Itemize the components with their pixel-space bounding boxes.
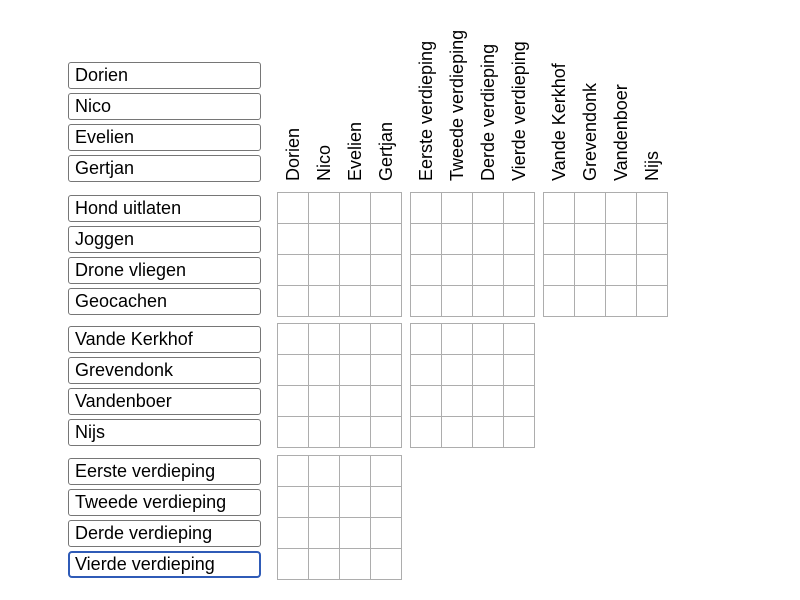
row-label-input-eerste-verdieping[interactable] — [68, 458, 261, 485]
grid-cell-activities-x-surnames-r2c3[interactable] — [637, 255, 668, 286]
grid-cell-activities-x-floors-r2c1[interactable] — [442, 255, 473, 286]
grid-cell-surnames-x-floors-r1c1[interactable] — [442, 355, 473, 386]
grid-cell-activities-x-names-r2c1[interactable] — [309, 255, 340, 286]
grid-cell-activities-x-surnames-r2c2[interactable] — [606, 255, 637, 286]
grid-cell-activities-x-names-r0c0[interactable] — [278, 193, 309, 224]
grid-cell-surnames-x-floors-r0c1[interactable] — [442, 324, 473, 355]
grid-cell-floors-x-names-r2c1[interactable] — [309, 518, 340, 549]
grid-cell-activities-x-surnames-r1c0[interactable] — [544, 224, 575, 255]
grid-cell-surnames-x-floors-r0c0[interactable] — [411, 324, 442, 355]
grid-cell-activities-x-names-r2c2[interactable] — [340, 255, 371, 286]
grid-cell-surnames-x-floors-r0c3[interactable] — [504, 324, 535, 355]
grid-cell-surnames-x-floors-r3c2[interactable] — [473, 417, 504, 448]
grid-cell-activities-x-floors-r2c3[interactable] — [504, 255, 535, 286]
grid-cell-activities-x-surnames-r1c2[interactable] — [606, 224, 637, 255]
grid-cell-surnames-x-floors-r3c1[interactable] — [442, 417, 473, 448]
grid-cell-floors-x-names-r1c3[interactable] — [371, 487, 402, 518]
grid-cell-surnames-x-names-r3c1[interactable] — [309, 417, 340, 448]
grid-cell-floors-x-names-r2c3[interactable] — [371, 518, 402, 549]
grid-cell-floors-x-names-r1c1[interactable] — [309, 487, 340, 518]
grid-cell-surnames-x-names-r1c2[interactable] — [340, 355, 371, 386]
grid-cell-activities-x-floors-r1c1[interactable] — [442, 224, 473, 255]
grid-cell-surnames-x-names-r0c1[interactable] — [309, 324, 340, 355]
grid-cell-activities-x-names-r2c3[interactable] — [371, 255, 402, 286]
grid-cell-activities-x-surnames-r1c1[interactable] — [575, 224, 606, 255]
grid-cell-activities-x-names-r3c3[interactable] — [371, 286, 402, 317]
col-header-tweede-verdieping: Tweede verdieping — [446, 29, 467, 181]
grid-cell-activities-x-surnames-r0c1[interactable] — [575, 193, 606, 224]
grid-cell-floors-x-names-r3c0[interactable] — [278, 549, 309, 580]
grid-cell-surnames-x-names-r1c3[interactable] — [371, 355, 402, 386]
grid-cell-activities-x-surnames-r3c1[interactable] — [575, 286, 606, 317]
grid-cell-activities-x-surnames-r3c2[interactable] — [606, 286, 637, 317]
grid-cell-surnames-x-floors-r0c2[interactable] — [473, 324, 504, 355]
grid-cell-floors-x-names-r1c0[interactable] — [278, 487, 309, 518]
col-header-nijs: Nijs — [641, 151, 662, 181]
grid-cell-surnames-x-floors-r3c0[interactable] — [411, 417, 442, 448]
grid-cell-surnames-x-names-r0c3[interactable] — [371, 324, 402, 355]
grid-cell-surnames-x-names-r3c2[interactable] — [340, 417, 371, 448]
grid-cell-activities-x-names-r1c3[interactable] — [371, 224, 402, 255]
grid-cell-activities-x-names-r1c0[interactable] — [278, 224, 309, 255]
grid-cell-activities-x-names-r1c1[interactable] — [309, 224, 340, 255]
grid-cell-floors-x-names-r2c0[interactable] — [278, 518, 309, 549]
grid-cell-activities-x-floors-r1c0[interactable] — [411, 224, 442, 255]
grid-cell-activities-x-floors-r2c2[interactable] — [473, 255, 504, 286]
grid-cell-activities-x-floors-r1c3[interactable] — [504, 224, 535, 255]
col-header-grevendonk: Grevendonk — [579, 82, 600, 181]
grid-cell-activities-x-names-r3c2[interactable] — [340, 286, 371, 317]
grid-cell-activities-x-surnames-r2c1[interactable] — [575, 255, 606, 286]
grid-cell-floors-x-names-r3c3[interactable] — [371, 549, 402, 580]
grid-cell-activities-x-surnames-r3c0[interactable] — [544, 286, 575, 317]
grid-activities-x-surnames — [543, 192, 668, 317]
grid-cell-activities-x-names-r1c2[interactable] — [340, 224, 371, 255]
grid-cell-surnames-x-names-r1c0[interactable] — [278, 355, 309, 386]
grid-cell-surnames-x-floors-r1c0[interactable] — [411, 355, 442, 386]
grid-floors-x-names — [277, 455, 402, 580]
col-header-vierde-verdieping: Vierde verdieping — [508, 41, 529, 181]
row-label-input-vande-kerkhof[interactable] — [68, 326, 261, 353]
grid-cell-activities-x-surnames-r0c3[interactable] — [637, 193, 668, 224]
grid-cell-surnames-x-names-r2c0[interactable] — [278, 386, 309, 417]
grid-cell-surnames-x-names-r2c2[interactable] — [340, 386, 371, 417]
grid-cell-activities-x-floors-r2c0[interactable] — [411, 255, 442, 286]
grid-cell-surnames-x-floors-r2c1[interactable] — [442, 386, 473, 417]
grid-cell-surnames-x-floors-r1c2[interactable] — [473, 355, 504, 386]
grid-cell-activities-x-floors-r1c2[interactable] — [473, 224, 504, 255]
grid-cell-activities-x-floors-r3c3[interactable] — [504, 286, 535, 317]
row-label-input-grevendonk[interactable] — [68, 357, 261, 384]
row-label-input-vandenboer[interactable] — [68, 388, 261, 415]
grid-cell-activities-x-surnames-r1c3[interactable] — [637, 224, 668, 255]
grid-cell-floors-x-names-r2c2[interactable] — [340, 518, 371, 549]
grid-cell-floors-x-names-r3c2[interactable] — [340, 549, 371, 580]
grid-activities-x-names — [277, 192, 402, 317]
grid-cell-activities-x-floors-r0c0[interactable] — [411, 193, 442, 224]
grid-cell-activities-x-floors-r0c3[interactable] — [504, 193, 535, 224]
grid-cell-activities-x-surnames-r0c2[interactable] — [606, 193, 637, 224]
grid-cell-floors-x-names-r0c3[interactable] — [371, 456, 402, 487]
grid-cell-activities-x-names-r0c2[interactable] — [340, 193, 371, 224]
grid-cell-surnames-x-names-r2c1[interactable] — [309, 386, 340, 417]
grid-cell-activities-x-floors-r3c2[interactable] — [473, 286, 504, 317]
grid-surnames-x-names — [277, 323, 402, 448]
grid-cell-surnames-x-names-r0c2[interactable] — [340, 324, 371, 355]
grid-cell-activities-x-floors-r0c2[interactable] — [473, 193, 504, 224]
row-label-input-nico[interactable] — [68, 93, 261, 120]
grid-cell-activities-x-names-r3c1[interactable] — [309, 286, 340, 317]
grid-activities-x-floors — [410, 192, 535, 317]
row-label-input-vierde-verdieping[interactable] — [68, 551, 261, 578]
grid-cell-activities-x-floors-r3c0[interactable] — [411, 286, 442, 317]
grid-cell-activities-x-names-r2c0[interactable] — [278, 255, 309, 286]
row-label-input-gertjan[interactable] — [68, 155, 261, 182]
grid-cell-surnames-x-floors-r3c3[interactable] — [504, 417, 535, 448]
row-label-input-drone-vliegen[interactable] — [68, 257, 261, 284]
grid-cell-activities-x-floors-r3c1[interactable] — [442, 286, 473, 317]
grid-cell-floors-x-names-r0c0[interactable] — [278, 456, 309, 487]
grid-cell-activities-x-surnames-r2c0[interactable] — [544, 255, 575, 286]
grid-cell-surnames-x-floors-r2c0[interactable] — [411, 386, 442, 417]
col-header-dorien: Dorien — [282, 127, 303, 181]
grid-cell-surnames-x-floors-r1c3[interactable] — [504, 355, 535, 386]
row-label-input-tweede-verdieping[interactable] — [68, 489, 261, 516]
grid-cell-activities-x-surnames-r3c3[interactable] — [637, 286, 668, 317]
col-header-vande-kerkhof: Vande Kerkhof — [548, 63, 569, 181]
row-label-input-geocachen[interactable] — [68, 288, 261, 315]
grid-cell-surnames-x-names-r2c3[interactable] — [371, 386, 402, 417]
grid-cell-surnames-x-floors-r2c2[interactable] — [473, 386, 504, 417]
grid-cell-surnames-x-names-r3c3[interactable] — [371, 417, 402, 448]
col-header-eerste-verdieping: Eerste verdieping — [415, 40, 436, 181]
grid-surnames-x-floors — [410, 323, 535, 448]
col-header-gertjan: Gertjan — [375, 121, 396, 181]
grid-cell-surnames-x-names-r1c1[interactable] — [309, 355, 340, 386]
col-header-vandenboer: Vandenboer — [610, 84, 631, 181]
grid-cell-floors-x-names-r0c1[interactable] — [309, 456, 340, 487]
grid-cell-surnames-x-floors-r2c3[interactable] — [504, 386, 535, 417]
grid-cell-activities-x-surnames-r0c0[interactable] — [544, 193, 575, 224]
row-label-input-joggen[interactable] — [68, 226, 261, 253]
row-label-input-nijs[interactable] — [68, 419, 261, 446]
col-header-evelien: Evelien — [344, 121, 365, 181]
row-label-input-derde-verdieping[interactable] — [68, 520, 261, 547]
row-label-input-hond-uitlaten[interactable] — [68, 195, 261, 222]
col-header-nico: Nico — [313, 144, 334, 181]
col-header-derde-verdieping: Derde verdieping — [477, 43, 498, 181]
grid-cell-activities-x-names-r0c3[interactable] — [371, 193, 402, 224]
grid-cell-surnames-x-names-r0c0[interactable] — [278, 324, 309, 355]
grid-cell-activities-x-names-r3c0[interactable] — [278, 286, 309, 317]
row-label-input-evelien[interactable] — [68, 124, 261, 151]
grid-cell-floors-x-names-r1c2[interactable] — [340, 487, 371, 518]
grid-cell-floors-x-names-r3c1[interactable] — [309, 549, 340, 580]
row-label-input-dorien[interactable] — [68, 62, 261, 89]
grid-cell-floors-x-names-r0c2[interactable] — [340, 456, 371, 487]
grid-cell-surnames-x-names-r3c0[interactable] — [278, 417, 309, 448]
grid-cell-activities-x-floors-r0c1[interactable] — [442, 193, 473, 224]
grid-cell-activities-x-names-r0c1[interactable] — [309, 193, 340, 224]
